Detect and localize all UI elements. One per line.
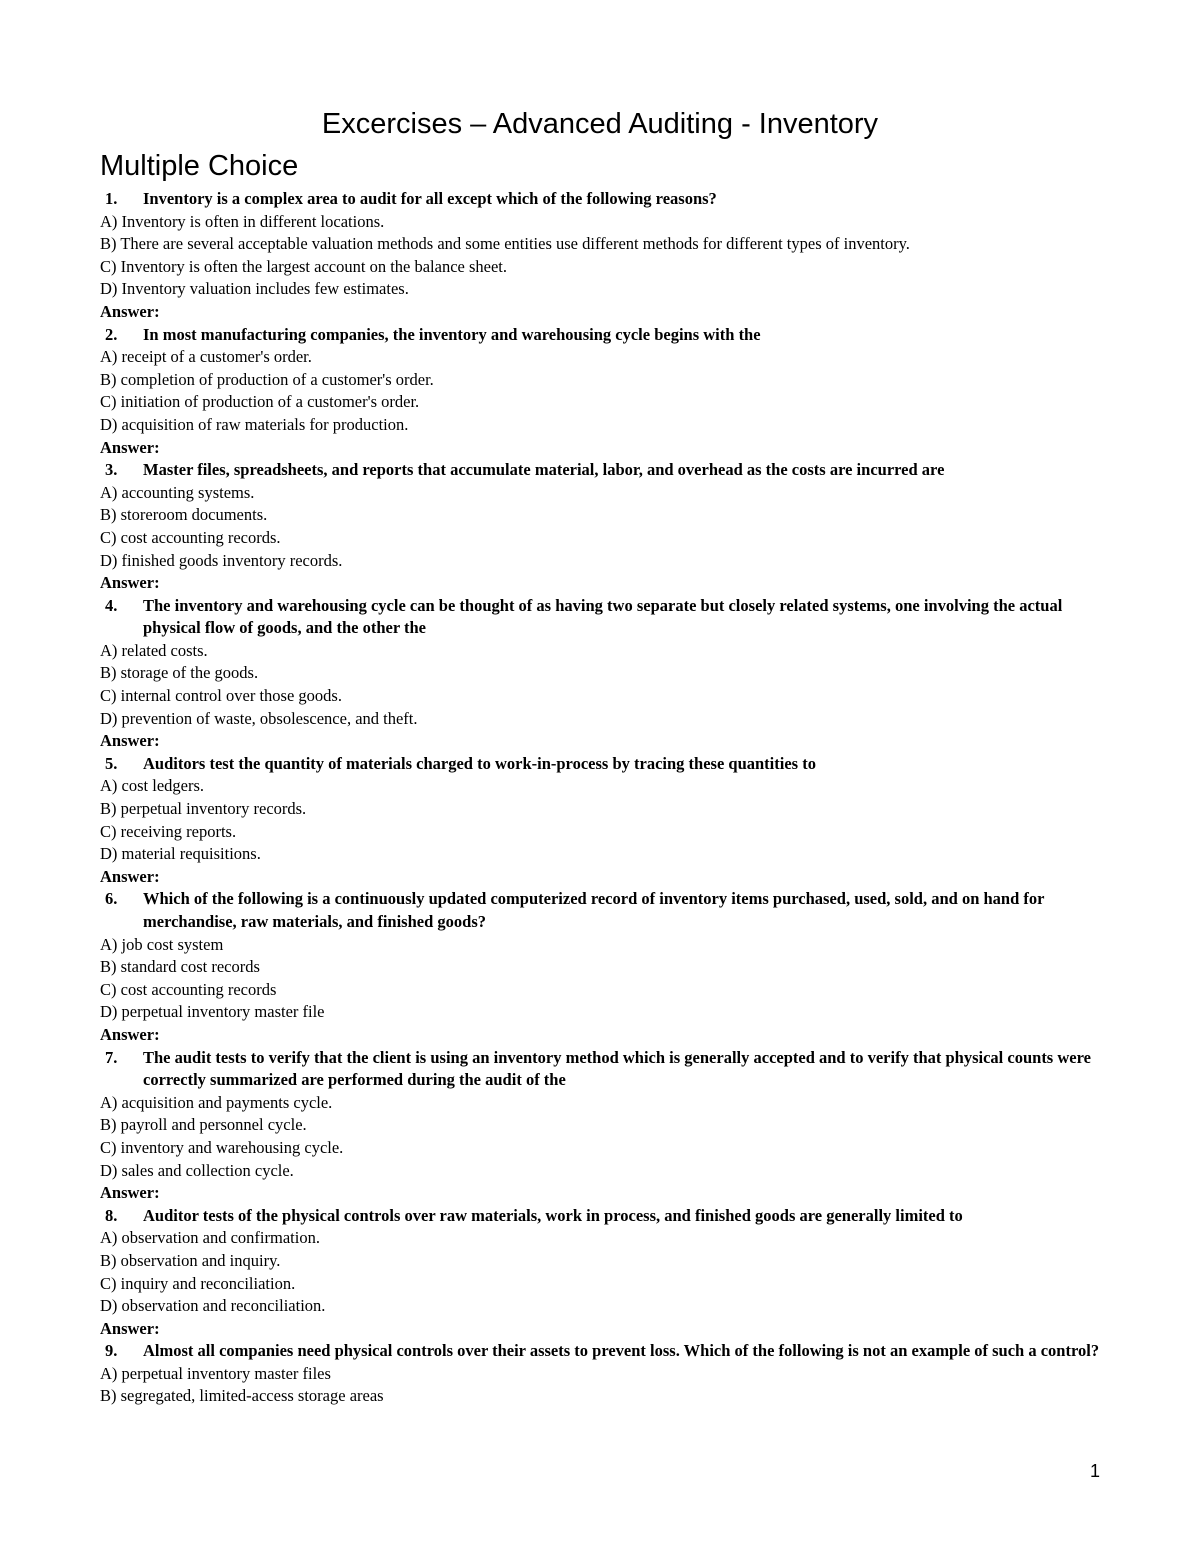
- answer-option: B) storeroom documents.: [100, 505, 268, 525]
- question-text: Master files, spreadsheets, and reports that accumulate material, labor, and overhead as the costs are incurred are: [143, 460, 945, 480]
- answer-option: C) Inventory is often the largest account on the balance sheet.: [100, 256, 508, 276]
- answer-label: Answer:: [100, 573, 160, 593]
- question-number: 9.: [105, 1341, 118, 1361]
- page-number: 1: [1089, 1461, 1100, 1481]
- answer-option: A) receipt of a customer's order.: [100, 347, 312, 367]
- answer-option: A) accounting systems.: [100, 482, 255, 502]
- question-text: In most manufacturing companies, the inventory and warehousing cycle begins with the: [143, 324, 761, 344]
- answer-option: B) There are several acceptable valuation methods and some entities use different methods for different types of inventory.: [100, 234, 910, 254]
- answer-option: C) inquiry and reconciliation.: [100, 1273, 296, 1293]
- question-number: 5.: [105, 753, 118, 773]
- answer-option: D) sales and collection cycle.: [100, 1160, 294, 1180]
- answer-label: Answer:: [100, 866, 160, 886]
- answer-label: Answer:: [100, 301, 160, 321]
- answer-option: A) acquisition and payments cycle.: [100, 1092, 333, 1112]
- answer-option: B) payroll and personnel cycle.: [100, 1115, 307, 1135]
- question-number: 6.: [105, 889, 118, 909]
- answer-option: A) cost ledgers.: [100, 776, 205, 796]
- answer-option: C) internal control over those goods.: [100, 686, 342, 706]
- question-number: 7.: [105, 1047, 118, 1067]
- answer-option: D) prevention of waste, obsolescence, and theft.: [100, 708, 418, 728]
- answer-label: Answer:: [100, 1024, 160, 1044]
- question-number: 2.: [105, 324, 118, 344]
- answer-option: D) acquisition of raw materials for production.: [100, 414, 409, 434]
- answer-label: Answer:: [100, 437, 160, 457]
- answer-option: C) initiation of production of a customer's order.: [100, 392, 420, 412]
- question-list: [100, 188, 1110, 1408]
- section-heading: Multiple Choice: [100, 150, 299, 182]
- answer-option: A) observation and confirmation.: [100, 1228, 320, 1248]
- question-number: 4.: [105, 595, 118, 615]
- answer-option: D) material requisitions.: [100, 844, 261, 864]
- question-8: [100, 1205, 1110, 1228]
- answer-option: A) job cost system: [100, 934, 224, 954]
- answer-option: A) perpetual inventory master files: [100, 1363, 331, 1383]
- question-5: [100, 753, 1110, 776]
- answer-option: C) cost accounting records.: [100, 527, 281, 547]
- answer-option: B) standard cost records: [100, 957, 260, 977]
- question-text: Almost all companies need physical controls over their assets to prevent loss. Which of the following is not an example of such a control?: [143, 1341, 1100, 1361]
- answer-option: D) observation and reconciliation.: [100, 1296, 326, 1316]
- question-text: Auditor tests of the physical controls over raw materials, work in process, and finished goods are generally limited to: [143, 1205, 963, 1225]
- question-9: [100, 1340, 1110, 1363]
- document-title: Excercises – Advanced Auditing - Inventory: [321, 108, 879, 140]
- question-4: [100, 595, 1110, 640]
- question-3: [100, 459, 1110, 482]
- answer-option: D) perpetual inventory master file: [100, 1002, 325, 1022]
- answer-option: B) perpetual inventory records.: [100, 799, 307, 819]
- answer-option: C) inventory and warehousing cycle.: [100, 1137, 344, 1157]
- question-text: Inventory is a complex area to audit for all except which of the following reasons?: [143, 189, 717, 208]
- answer-option: B) completion of production of a customer's order.: [100, 369, 434, 389]
- answer-option: B) storage of the goods.: [100, 663, 259, 683]
- question-text: The inventory and warehousing cycle can be thought of as having two separate but closely related systems, one involving the actual physical flow of goods, and the other the: [143, 595, 1063, 638]
- answer-option: A) related costs.: [100, 640, 208, 660]
- question-text: Auditors test the quantity of materials charged to work-in-process by tracing these quantities to: [143, 753, 816, 773]
- answer-option: D) Inventory valuation includes few estimates.: [100, 279, 409, 299]
- question-text: The audit tests to verify that the client is using an inventory method which is generally accepted and to verify that physical counts were correctly summarized are performed during the audit of the: [143, 1047, 1091, 1090]
- question-2: [100, 324, 1110, 347]
- question-1: [100, 188, 1110, 211]
- question-number: 1.: [105, 189, 118, 208]
- answer-option: C) cost accounting records: [100, 979, 277, 999]
- answer-option: C) receiving reports.: [100, 821, 237, 841]
- question-7: [100, 1047, 1110, 1092]
- answer-label: Answer:: [100, 731, 160, 751]
- question-number: 8.: [105, 1205, 118, 1225]
- answer-option: B) segregated, limited-access storage areas: [100, 1386, 384, 1406]
- answer-option: A) Inventory is often in different locations.: [100, 211, 385, 231]
- question-6: [100, 888, 1110, 933]
- answer-label: Answer:: [100, 1318, 160, 1338]
- question-number: 3.: [105, 460, 118, 480]
- answer-label: Answer:: [100, 1183, 160, 1203]
- question-text: Which of the following is a continuously updated computerized record of inventory items purchased, used, sold, and on hand for merchandise, raw materials, and finished goods?: [143, 889, 1045, 931]
- answer-option: D) finished goods inventory records.: [100, 550, 343, 570]
- answer-option: B) observation and inquiry.: [100, 1250, 281, 1270]
